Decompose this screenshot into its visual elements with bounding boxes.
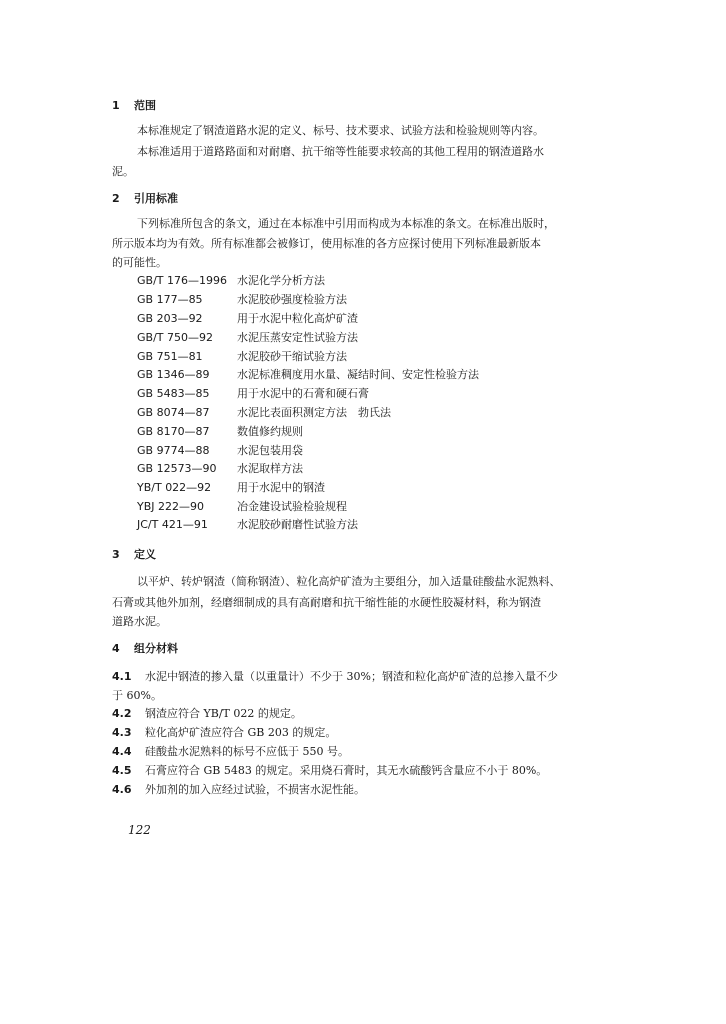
clause-text: 钢渣应符合 YB/T 022 的规定。: [145, 707, 302, 720]
section-2-heading: [112, 190, 178, 206]
clause-text: 硅酸盐水泥熟料的标号不应低于 550 号。: [145, 745, 349, 758]
clause-text: 粒化高炉矿渣应符合 GB 203 的规定。: [145, 726, 337, 739]
standard-title: 冶金建设试验检验规程: [237, 500, 347, 513]
clause-4-4: [112, 745, 349, 759]
standard-code: GB/T 176—1996: [137, 274, 227, 287]
standard-title: 水泥胶砂强度检验方法: [237, 293, 347, 306]
section-number: 2: [112, 192, 120, 205]
standard-title: 水泥压蒸安定性试验方法: [237, 331, 358, 344]
standard-code: YBJ 222—90: [137, 500, 204, 513]
standard-reference: [137, 444, 303, 458]
standard-code: GB 8074—87: [137, 406, 210, 419]
standard-code: GB 203—92: [137, 312, 203, 325]
standard-title: 水泥化学分析方法: [237, 274, 325, 287]
standard-title: 水泥胶砂干缩试验方法: [237, 350, 347, 363]
section-4-heading: [112, 640, 178, 656]
section-1-heading: [112, 97, 156, 113]
section-title: 引用标准: [134, 192, 178, 205]
standard-reference: [137, 312, 358, 326]
standard-title: 水泥包装用袋: [237, 444, 303, 457]
clause-text: 石膏应符合 GB 5483 的规定。采用烧石膏时，其无水硫酸钙含量应不小于 80%。: [145, 764, 548, 777]
standard-reference: [137, 500, 347, 514]
clause-4-5: [112, 764, 547, 778]
standard-reference: [137, 331, 358, 345]
standard-title: 用于水泥中的石膏和硬石膏: [237, 387, 369, 400]
clause-text: 于 60%。: [112, 689, 162, 702]
standard-code: GB 12573—90: [137, 462, 217, 475]
clause-4-2: [112, 707, 302, 721]
standard-reference: [137, 406, 391, 420]
standard-reference: [137, 293, 347, 307]
standard-title: 水泥取样方法: [237, 462, 303, 475]
paragraph-line: 下列标准所包含的条文，通过在本标准中引用而构成为本标准的条文。在标准出版时，: [137, 217, 555, 230]
standard-title: 水泥标准稠度用水量、凝结时间、安定性检验方法: [237, 368, 479, 381]
section-3-heading: [112, 546, 156, 562]
standard-title: 数值修约规则: [237, 425, 303, 438]
paragraph-line: 的可能性。: [112, 256, 167, 269]
standard-reference: [137, 274, 325, 288]
clause-text: 外加剂的加入应经过试验，不损害水泥性能。: [145, 783, 365, 796]
standard-reference: [137, 368, 479, 382]
clause-number: 4.6: [112, 783, 132, 796]
standard-reference: [137, 350, 347, 364]
standard-title: 水泥比表面积测定方法 勃氏法: [237, 406, 391, 419]
section-title: 范围: [134, 99, 156, 112]
paragraph-line: 本标准规定了钢渣道路水泥的定义、标号、技术要求、试验方法和检验规则等内容。: [137, 124, 544, 137]
section-number: 1: [112, 99, 120, 112]
standard-title: 水泥胶砂耐磨性试验方法: [237, 518, 358, 531]
section-title: 组分材料: [134, 642, 178, 655]
section-number: 4: [112, 642, 120, 655]
clause-4-6: [112, 783, 365, 797]
paragraph-line: 泥。: [112, 165, 134, 178]
clause-text: 水泥中钢渣的掺入量（以重量计）不少于 30%；钢渣和粒化高炉矿渣的总掺入量不少: [145, 670, 558, 683]
clause-number: 4.4: [112, 745, 132, 758]
standard-code: GB 5483—85: [137, 387, 210, 400]
standard-code: GB 1346—89: [137, 368, 210, 381]
standard-title: 用于水泥中的钢渣: [237, 481, 325, 494]
standard-reference: [137, 425, 303, 439]
standard-code: GB 9774—88: [137, 444, 210, 457]
standard-code: YB/T 022—92: [137, 481, 212, 494]
clause-4-3: [112, 726, 336, 740]
standard-code: GB 177—85: [137, 293, 203, 306]
paragraph-line: 所示版本均为有效。所有标准都会被修订，使用标准的各方应探讨使用下列标准最新版本: [112, 237, 541, 250]
clause-number: 4.2: [112, 707, 132, 720]
paragraph-line: 本标准适用于道路路面和对耐磨、抗干缩等性能要求较高的其他工程用的钢渣道路水: [137, 145, 544, 158]
standard-reference: [137, 462, 303, 476]
clause-number: 4.5: [112, 764, 132, 777]
page-number: 122: [128, 823, 151, 837]
clause-number: 4.1: [112, 670, 132, 683]
standard-reference: [137, 387, 369, 401]
paragraph-line: 以平炉、转炉钢渣（简称钢渣）、粒化高炉矿渣为主要组分，加入适量硅酸盐水泥熟料、: [137, 575, 561, 588]
standard-code: GB/T 750—92: [137, 331, 213, 344]
paragraph-line: 道路水泥。: [112, 615, 167, 628]
standard-code: JC/T 421—91: [137, 518, 208, 531]
standard-reference: [137, 481, 325, 495]
standard-code: GB 8170—87: [137, 425, 210, 438]
section-number: 3: [112, 548, 120, 561]
standard-reference: [137, 518, 358, 532]
clause-number: 4.3: [112, 726, 132, 739]
standard-title: 用于水泥中粒化高炉矿渣: [237, 312, 358, 325]
clause-4-1: [112, 670, 558, 684]
standard-code: GB 751—81: [137, 350, 203, 363]
clause-4-1-continued: [112, 689, 162, 703]
paragraph-line: 石膏或其他外加剂，经磨细制成的具有高耐磨和抗干缩性能的水硬性胶凝材料，称为钢渣: [112, 596, 541, 609]
section-title: 定义: [134, 548, 156, 561]
